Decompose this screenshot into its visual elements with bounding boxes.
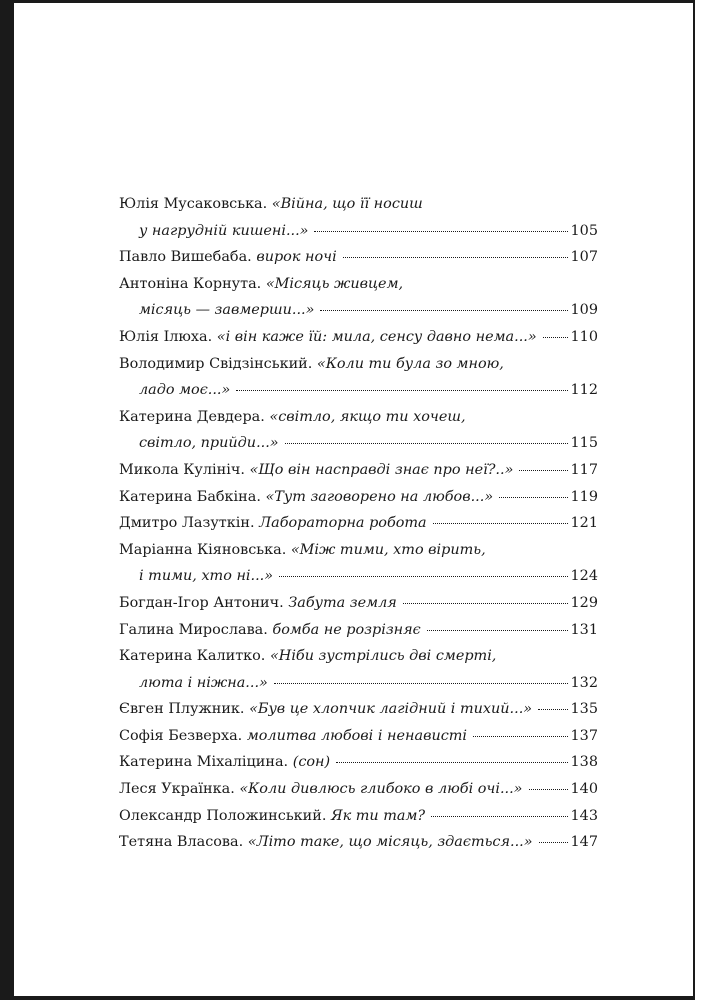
toc-entry bbox=[119, 723, 598, 750]
dot-leader bbox=[336, 762, 567, 763]
toc-author: Євген Плужник. bbox=[119, 701, 245, 718]
toc-page-number: 135 bbox=[570, 701, 598, 718]
toc-title-continuation: ладо моє...» bbox=[139, 382, 231, 399]
toc-author: Павло Вишебаба. bbox=[119, 249, 252, 266]
dot-leader bbox=[427, 630, 568, 631]
toc-author: Юлія Мусаковська. bbox=[119, 196, 268, 212]
dot-leader bbox=[236, 390, 567, 391]
toc-author: Володимир Свідзінський. bbox=[119, 355, 313, 372]
toc-entry bbox=[119, 510, 598, 537]
toc-author: Богдан-Ігор Антонич. bbox=[119, 594, 284, 611]
toc-page-number: 137 bbox=[570, 727, 598, 744]
toc-title: «Був це хлопчик лагідний і тихий...» bbox=[249, 701, 533, 718]
toc-entry-continuation bbox=[119, 430, 598, 457]
dot-leader bbox=[538, 709, 567, 710]
toc-author: Катерина Девдера. bbox=[119, 408, 265, 425]
dot-leader bbox=[343, 257, 568, 258]
dot-leader bbox=[314, 231, 567, 232]
toc-entry bbox=[119, 749, 598, 776]
toc-title-continuation: світло, прийди...» bbox=[139, 435, 279, 452]
toc-page-number: 147 bbox=[570, 834, 598, 851]
toc-page-number: 124 bbox=[570, 568, 598, 585]
toc-page-number: 110 bbox=[570, 328, 598, 345]
toc-author: Софія Безверха. bbox=[119, 727, 243, 744]
toc-entry bbox=[119, 191, 598, 218]
dot-leader bbox=[274, 683, 568, 684]
toc-author: Катерина Міхаліцина. bbox=[119, 754, 289, 771]
toc-page-number: 112 bbox=[570, 382, 598, 399]
toc-title: бомба не розрізняє bbox=[272, 621, 421, 638]
toc-entry bbox=[119, 404, 598, 431]
toc-author: Тетяна Власова. bbox=[119, 834, 244, 851]
toc-entry bbox=[119, 271, 598, 298]
toc-author: Олександр Положинський. bbox=[119, 807, 327, 824]
toc-title: вирок ночі bbox=[256, 249, 337, 266]
toc-title: Забута земля bbox=[288, 594, 397, 611]
toc-page-number: 121 bbox=[570, 515, 598, 532]
toc-entry-continuation bbox=[119, 377, 598, 404]
toc-page-number: 117 bbox=[570, 461, 598, 478]
toc-title: «Коли дивлюсь глибоко в любі очі...» bbox=[239, 781, 523, 798]
toc-entry bbox=[119, 324, 598, 351]
toc-author: Катерина Бабкіна. bbox=[119, 488, 261, 505]
table-of-contents bbox=[119, 191, 598, 856]
dot-leader bbox=[543, 337, 568, 338]
toc-page-number: 140 bbox=[570, 781, 598, 798]
toc-entry-continuation bbox=[119, 297, 598, 324]
toc-title-continuation: і тими, хто ні...» bbox=[139, 568, 274, 585]
toc-title: «Літо таке, що місяць, здається...» bbox=[247, 834, 533, 851]
toc-title-continuation: місяць — завмерши...» bbox=[139, 302, 315, 319]
dot-leader bbox=[539, 842, 568, 843]
toc-author: Леся Українка. bbox=[119, 781, 235, 798]
toc-entry-continuation bbox=[119, 670, 598, 697]
toc-title: молитва любові і ненависті bbox=[246, 727, 468, 744]
page-edge-top bbox=[0, 0, 695, 3]
toc-author: Галина Мирослава. bbox=[119, 621, 268, 638]
dot-leader bbox=[431, 816, 567, 817]
toc-entry bbox=[119, 776, 598, 803]
toc-page-number: 107 bbox=[570, 249, 598, 266]
dot-leader bbox=[433, 523, 568, 524]
toc-page-number: 138 bbox=[570, 754, 598, 771]
toc-page-number: 119 bbox=[570, 488, 598, 505]
toc-title: «Що він насправді знає про неї?..» bbox=[249, 461, 514, 478]
page-edge-left bbox=[0, 0, 14, 1000]
toc-entry-continuation bbox=[119, 563, 598, 590]
dot-leader bbox=[529, 789, 568, 790]
toc-title-continuation: люта і ніжна...» bbox=[139, 674, 268, 691]
toc-title-continuation: у нагрудній кишені...» bbox=[139, 222, 309, 239]
dot-leader bbox=[285, 443, 568, 444]
dot-leader bbox=[473, 736, 568, 737]
page-edge-bottom bbox=[0, 996, 695, 1000]
toc-entry bbox=[119, 643, 598, 670]
toc-entry bbox=[119, 244, 598, 271]
toc-title: «Коли ти була зо мною, bbox=[316, 355, 504, 372]
toc-page-number: 109 bbox=[570, 302, 598, 319]
toc-author: Катерина Калитко. bbox=[119, 648, 266, 665]
toc-title: Лабораторна робота bbox=[259, 515, 427, 532]
toc-author: Микола Кулініч. bbox=[119, 461, 245, 478]
toc-page-number: 132 bbox=[570, 674, 598, 691]
toc-entry bbox=[119, 803, 598, 830]
dot-leader bbox=[279, 576, 567, 577]
toc-entry-continuation bbox=[119, 218, 598, 245]
toc-page-number: 115 bbox=[570, 435, 598, 452]
toc-title: «світло, якщо ти хочеш, bbox=[269, 408, 466, 425]
dot-leader bbox=[499, 497, 567, 498]
toc-entry bbox=[119, 829, 598, 856]
toc-page-number: 143 bbox=[570, 807, 598, 824]
toc-title: «Місяць живцем, bbox=[265, 275, 404, 292]
toc-title: «Між тими, хто вірить, bbox=[290, 541, 486, 558]
toc-author: Антоніна Корнута. bbox=[119, 275, 262, 292]
toc-entry bbox=[119, 457, 598, 484]
toc-page-number: 129 bbox=[570, 594, 598, 611]
toc-entry bbox=[119, 351, 598, 378]
dot-leader bbox=[320, 310, 567, 311]
toc-author: Маріанна Кіяновська. bbox=[119, 541, 287, 558]
toc-author: Дмитро Лазуткін. bbox=[119, 515, 255, 532]
page-edge-right bbox=[693, 0, 695, 1000]
dot-leader bbox=[403, 603, 568, 604]
dot-leader bbox=[519, 470, 567, 471]
toc-title: «і він каже їй: мила, сенсу давно нема...» bbox=[216, 328, 537, 345]
toc-page-number: 105 bbox=[570, 222, 598, 239]
toc-page-number: 131 bbox=[570, 621, 598, 638]
toc-author: Юлія Ілюха. bbox=[119, 328, 213, 345]
toc-title: «Тут заговорено на любов...» bbox=[265, 488, 494, 505]
toc-entry bbox=[119, 696, 598, 723]
toc-title: (сон) bbox=[292, 754, 331, 771]
toc-title: «Ніби зустрілись дві смерті, bbox=[269, 648, 497, 665]
toc-entry bbox=[119, 617, 598, 644]
toc-title: Як ти там? bbox=[331, 807, 426, 824]
toc-entry bbox=[119, 590, 598, 617]
toc-entry bbox=[119, 484, 598, 511]
toc-entry bbox=[119, 537, 598, 564]
toc-title: «Війна, що її носиш bbox=[271, 196, 423, 212]
